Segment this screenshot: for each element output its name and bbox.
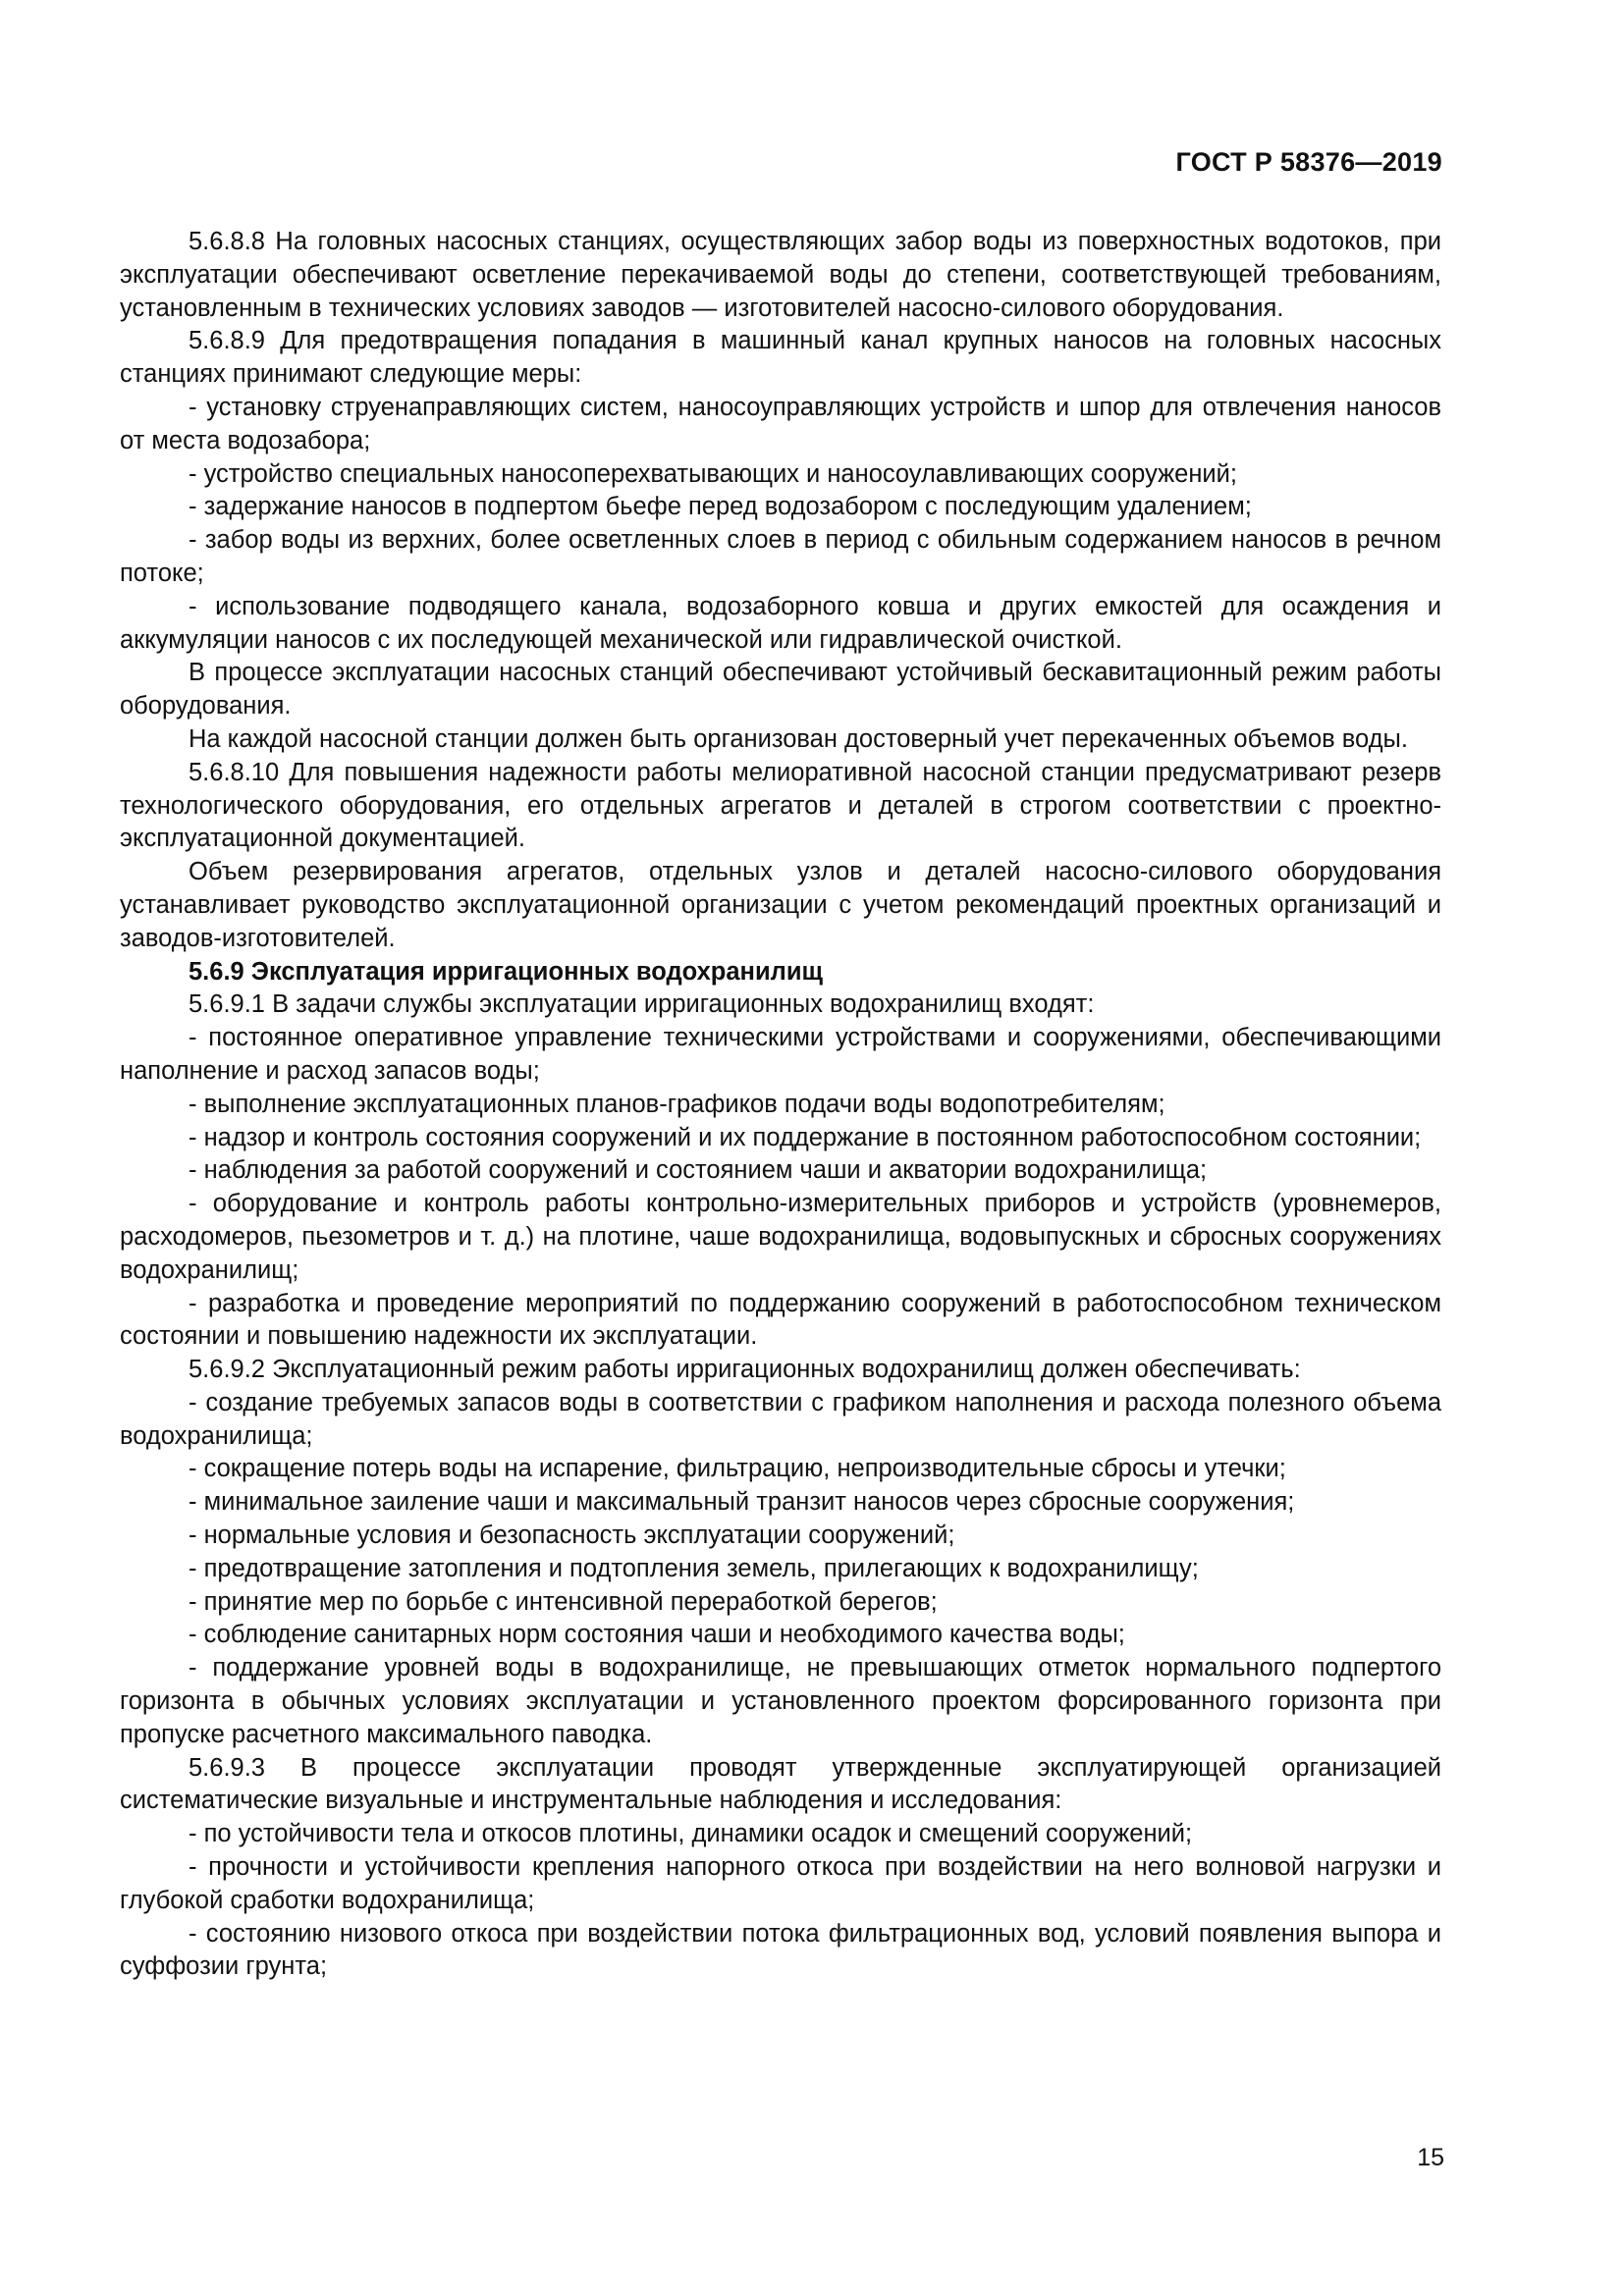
list-item: - сокращение потерь воды на испарение, фильтрацию, непроизводительные сбросы и утечки; [189,1455,1286,1483]
list-item: - минимальное заиление чаши и максимальный транзит наносов через сбросные сооружения; [189,1488,1295,1517]
paragraph-5-6-9-1: 5.6.9.1 В задачи службы эксплуатации ирригационных водохранилищ входят: [189,990,1095,1019]
list-item: - создание требуемых запасов воды в соответствии с графиком наполнения и расхода полезного объема водохранилища; [120,1388,1441,1450]
list-item: - предотвращение затопления и подтопления земель, прилегающих к водохранилищу; [189,1554,1199,1582]
list-item: - надзор и контроль состояния сооружений и их поддержание в постоянном работоспособном состоянии; [189,1123,1422,1151]
page-number: 15 [1417,2144,1444,2171]
list-item: - устройство специальных наносоперехватывающих и наносоулавливающих сооружений; [189,459,1237,488]
paragraph: На каждой насосной станции должен быть организован достоверный учет перекаченных объемов воды. [189,724,1408,753]
paragraph-5-6-8-10: 5.6.8.10 Для повышения надежности работы мелиоративной насосной станции предусматривают резерв технологического оборудования, его отдельных агрегатов и деталей в строгом соответствии с проектно-эксплуатационной документацией. [120,758,1441,853]
document-body [120,226,1441,1984]
list-item: - разработка и проведение мероприятий по поддержанию сооружений в работоспособном техническом состоянии и повышению надежности их эксплуатации. [120,1289,1441,1351]
paragraph-5-6-9-3: 5.6.9.3 В процессе эксплуатации проводят утвержденные эксплуатирующей организацией систематические визуальные и инструментальные наблюдения и исследования: [120,1753,1441,1815]
paragraph-5-6-8-9: 5.6.8.9 Для предотвращения попадания в машинный канал крупных наносов на головных насосных станциях принимают следующие меры: [120,327,1441,389]
list-item: - принятие мер по борьбе с интенсивной переработкой берегов; [189,1587,938,1616]
paragraph: Объем резервирования агрегатов, отдельных узлов и деталей насосно-силового оборудования устанавливает руководство эксплуатационной организации с учетом рекомендаций проектных организаций и заводов-изготовителей. [120,858,1441,952]
list-item: - наблюдения за работой сооружений и состоянием чаши и акватории водохранилища; [189,1156,1208,1185]
list-item: - забор воды из верхних, более осветленных слоев в период с обильным содержанием наносов в речном потоке; [120,526,1441,587]
list-item: - состоянию низового откоса при воздействии потока фильтрационных вод, условий появления выпора и суффозии грунта; [120,1919,1441,1981]
list-item: - прочности и устойчивости крепления напорного откоса при воздействии на него волновой нагрузки и глубокой сработки водохранилища; [120,1853,1441,1914]
paragraph-5-6-9-2: 5.6.9.2 Эксплуатационный режим работы ирригационных водохранилищ должен обеспечивать: [189,1356,1301,1384]
list-item: - использование подводящего канала, водозаборного ковша и других емкостей для осаждения и аккумуляции наносов с их последующей механической или гидравлической очисткой. [120,592,1441,654]
list-item: - установку струенаправляющих систем, наносоуправляющих устройств и шпор для отвлечения наносов от места водозабора; [120,393,1441,454]
list-item: - соблюдение санитарных норм состояния чаши и необходимого качества воды; [189,1621,1125,1649]
list-item: - поддержание уровней воды в водохранилище, не превышающих отметок нормального подпертого горизонта в обычных условиях эксплуатации и установленного проектом форсированного горизонта при пропуске расчетного максимального паводка. [120,1654,1441,1748]
list-item: - нормальные условия и безопасность эксплуатации сооружений; [189,1522,955,1550]
document-code-header: ГОСТ Р 58376—2019 [1175,147,1442,177]
list-item: - оборудование и контроль работы контрольно-измерительных приборов и устройств (уровнемеров, расходомеров, пьезометров и т. д.) на плотине, чаше водохранилища, водовыпускных и сбросных сооружениях водохранилищ; [120,1190,1441,1284]
list-item: - задержание наносов в подпертом бьефе перед водозабором с последующим удалением; [189,493,1252,521]
list-item: - по устойчивости тела и откосов плотины, динамики осадок и смещений сооружений; [189,1820,1193,1848]
paragraph-5-6-8-8: 5.6.8.8 На головных насосных станциях, осуществляющих забор воды из поверхностных водотоков, при эксплуатации обеспечивают осветление перекачиваемой воды до степени, соответствующей требованиям, установленным в технических условиях заводов — изготовителей насосно-силового оборудования. [120,228,1441,322]
paragraph: В процессе эксплуатации насосных станций обеспечивают устойчивый бескавитационный режим работы оборудования. [120,659,1441,721]
list-item: - выполнение эксплуатационных планов-графиков подачи воды водопотребителям; [189,1090,1165,1118]
list-item: - постоянное оперативное управление техническими устройствами и сооружениями, обеспечивающими наполнение и расход запасов воды; [120,1024,1441,1085]
section-heading-5-6-9: 5.6.9 Эксплуатация ирригационных водохранилищ [189,957,824,986]
